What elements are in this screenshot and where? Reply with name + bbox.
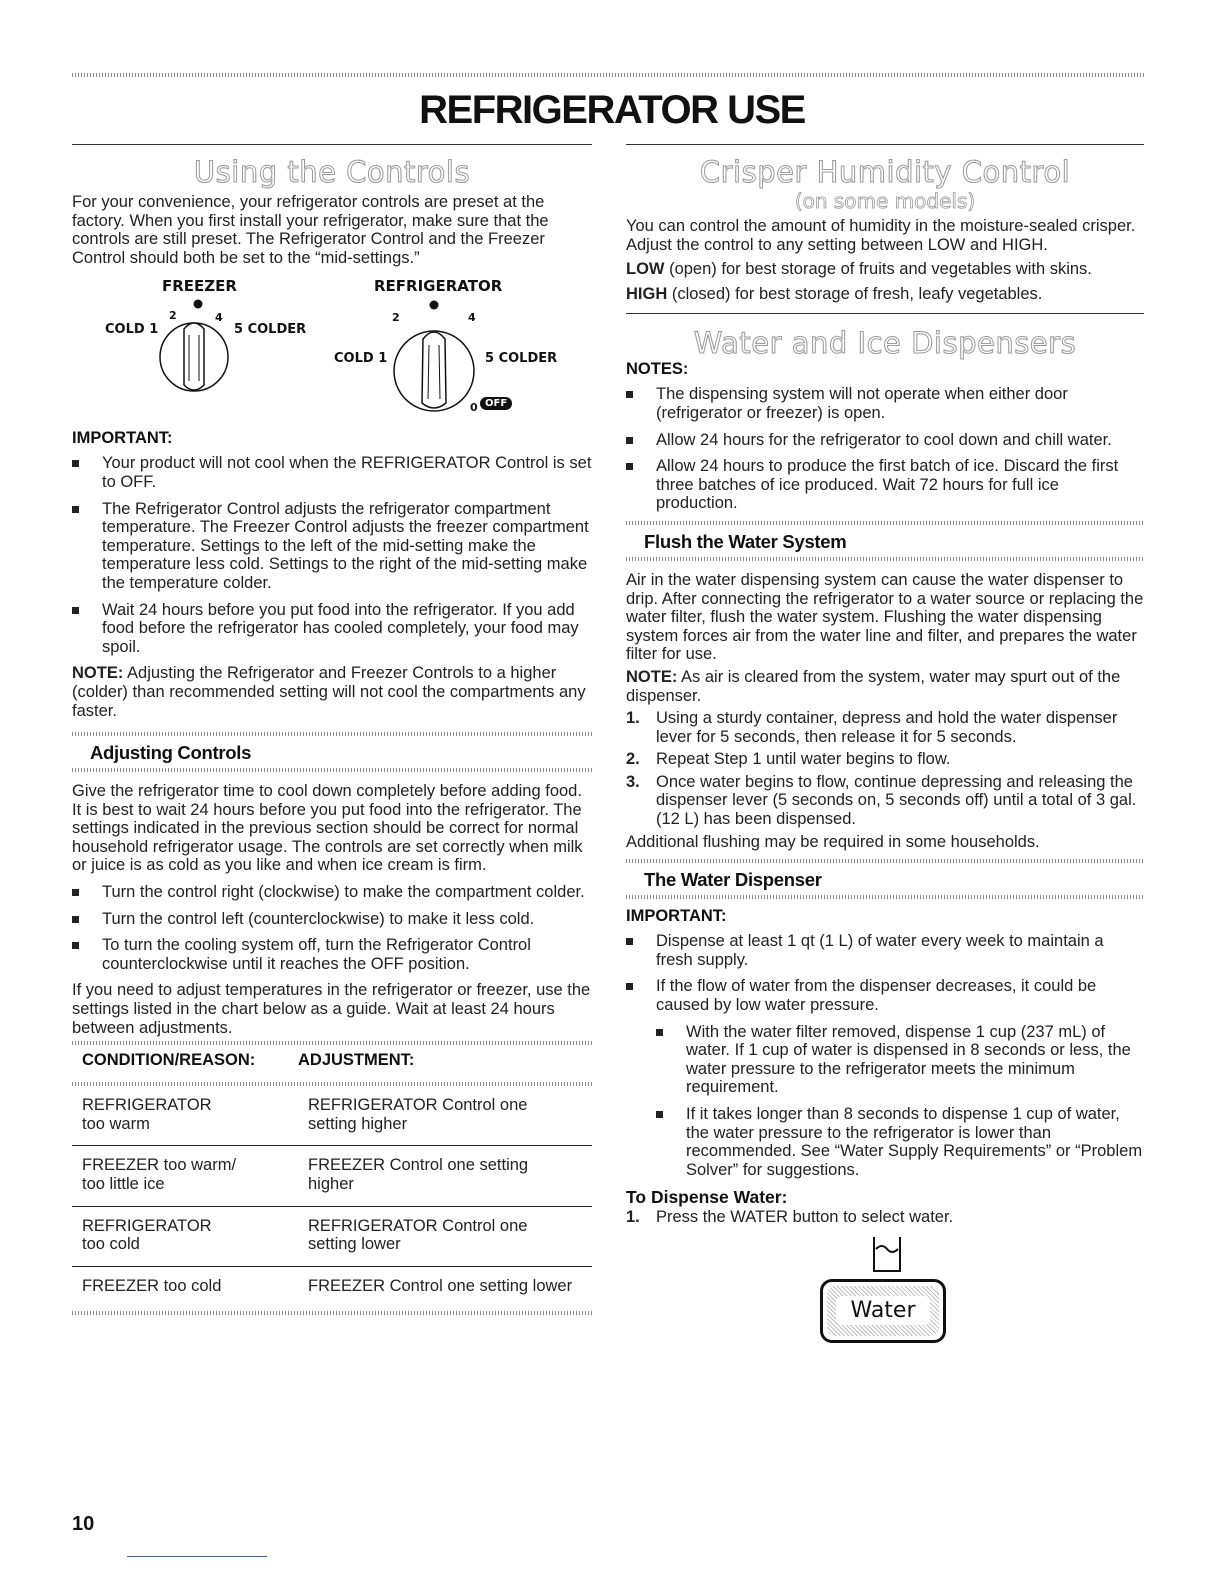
list-item: If the flow of water from the dispenser decreases, it could be caused by low water pressure. [626, 977, 1144, 1014]
refrigerator-setting-2: 2 [392, 311, 400, 325]
flush-steps [626, 709, 1144, 829]
refrigerator-setting-0: 0 [470, 401, 478, 415]
flush-intro: Air in the water dispensing system can cause the water dispenser to drip. After connecting the refrigerator to a water source or replacing the water filter, flush the water system. Flushing the water dispensing system forces air from the water line and filter, and prepares the water filter for use. [626, 570, 1144, 664]
list-item: 1. Press the WATER button to select water. [626, 1208, 954, 1227]
list-item: 2. Repeat Step 1 until water begins to flow. [626, 750, 951, 769]
table-row: FREEZER too cold FREEZER Control one setting lower [82, 1276, 573, 1295]
footer-line [127, 1556, 267, 1557]
left-column [72, 144, 592, 1315]
to-dispense-label: To Dispense Water: [626, 1187, 788, 1208]
water-dispenser-heading: The Water Dispenser [644, 869, 822, 891]
freezer-setting-4: 4 [215, 311, 223, 325]
control-dials-diagram [72, 277, 592, 427]
water-button[interactable] [820, 1279, 946, 1343]
subsection-band [626, 557, 1144, 561]
flush-heading: Flush the Water System [644, 530, 847, 552]
water-nested-list [656, 1023, 1144, 1180]
crisper-subheading: (on some models) [794, 189, 976, 213]
refrigerator-colder-label: 5 COLDER [485, 351, 558, 367]
adjusting-outro: If you need to adjust temperatures in the refrigerator or freezer, use the settings listed in the chart below as a guide. Wait at least 24 hours between adjustments. [72, 981, 591, 1037]
water-glass-icon [870, 1235, 904, 1275]
freezer-setting-2: 2 [169, 309, 177, 323]
crisper-low: LOW (open) for best storage of fruits and vegetables with skins. [626, 260, 1092, 279]
refrigerator-setting-4: 4 [468, 311, 476, 325]
table-header-adjustment: ADJUSTMENT: [298, 1051, 415, 1070]
list-item: Allow 24 hours to produce the first batch of ice. Discard the first three batches of ice produced. Wait 72 hours for full ice production. [626, 457, 1144, 513]
subsection-band [626, 895, 1144, 899]
notes-label: NOTES: [626, 360, 689, 379]
freezer-dial-icon [142, 299, 252, 419]
using-controls-heading: Using the Controls [193, 155, 471, 189]
list-item: Turn the control left (counterclockwise) to make it less cold. [72, 910, 592, 929]
important-label: IMPORTANT: [72, 429, 173, 448]
list-item: 3. Once water begins to flow, continue depressing and releasing the dispenser lever (5 seconds on, 5 seconds off) until a total of 3 gal. (12 L) has been dispensed. [626, 772, 1137, 829]
flush-note: NOTE: As air is cleared from the system, water may spurt out of the dispenser. [626, 667, 1121, 705]
water-button-label: Water [836, 1296, 929, 1325]
water-important-label: IMPORTANT: [626, 907, 727, 926]
table-row: FREEZER too warm/ too little ice FREEZER Control one setting higher [72, 1146, 592, 1206]
dispense-steps [626, 1208, 1144, 1227]
right-column [626, 144, 1144, 1361]
section-rule [72, 144, 592, 145]
section-rule [626, 144, 1144, 145]
crisper-heading: Crisper Humidity Control [699, 155, 1071, 189]
list-item: 1. Using a sturdy container, depress and hold the water dispenser lever for 5 seconds, then release it for 5 seconds. [626, 709, 1118, 746]
list-item: If it takes longer than 8 seconds to dispense 1 cup of water, the water pressure to the refrigerator is lower than recommended. See “Water Supply Requirements” or “Problem Solver” for suggestions. [656, 1105, 1144, 1179]
page-number: 10 [72, 1513, 95, 1535]
using-controls-intro: For your convenience, your refrigerator controls are preset at the factory. When you first install your refrigerator, make sure that the controls are still preset. The Refrigerator Control and the Freezer Control should both be set to the “mid-settings.” [72, 193, 549, 267]
adjustment-table [72, 1045, 592, 1307]
list-item: Turn the control right (clockwise) to make the compartment colder. [72, 883, 592, 902]
list-item: The dispensing system will not operate when either door (refrigerator or freezer) is open. [626, 385, 1144, 422]
refrigerator-cold-label: COLD 1 [334, 351, 388, 367]
crisper-high: HIGH (closed) for best storage of fresh, leafy vegetables. [626, 284, 1043, 303]
freezer-cold-label: COLD 1 [105, 322, 159, 338]
water-button-figure [626, 1231, 1144, 1361]
list-item: Allow 24 hours for the refrigerator to cool down and chill water. [626, 431, 1144, 450]
subsection-band [72, 768, 592, 772]
table-row: REFRIGERATOR too warm REFRIGERATOR Control one setting higher [72, 1086, 592, 1146]
crisper-intro: You can control the amount of humidity in the moisture-sealed crisper. Adjust the control to any setting between LOW and HIGH. [626, 217, 1136, 254]
freezer-colder-label: 5 COLDER [234, 322, 307, 338]
list-item: With the water filter removed, dispense 1 cup (237 mL) of water. If 1 cup of water is dispensed in 8 seconds or less, the water pressure to the refrigerator meets the minimum requirement. [656, 1023, 1144, 1097]
refrigerator-dial-label: REFRIGERATOR [374, 277, 503, 296]
list-item: Your product will not cool when the REFRIGERATOR Control is set to OFF. [72, 454, 592, 491]
section-rule [626, 313, 1144, 314]
list-item: Dispense at least 1 qt (1 L) of water every week to maintain a fresh supply. [626, 932, 1144, 969]
adjusting-list [72, 883, 592, 973]
flush-outro: Additional flushing may be required in some households. [626, 832, 1040, 851]
important-list [72, 454, 592, 656]
dispensers-heading: Water and Ice Dispensers [693, 326, 1077, 361]
freezer-dial-label: FREEZER [162, 277, 237, 296]
off-badge: OFF [480, 397, 512, 410]
top-hatch-band [72, 73, 1144, 77]
adjusting-intro: Give the refrigerator time to cool down completely before adding food. It is best to wait 24 hours before you put food into the refrigerator. The settings indicated in the previous section should be correct for normal household refrigerator usage. The controls are set correctly when milk or juice is as cold as you like and when ice cream is firm. [72, 782, 583, 875]
list-item: To turn the cooling system off, turn the Refrigerator Control counterclockwise until it reaches the OFF position. [72, 936, 592, 973]
water-important-list [626, 932, 1144, 1014]
adjusting-controls-heading: Adjusting Controls [90, 742, 252, 764]
controls-note: NOTE: Adjusting the Refrigerator and Freezer Controls to a higher (colder) than recommended setting will not cool the compartments any faster. [72, 664, 586, 720]
list-item: Wait 24 hours before you put food into the refrigerator. If you add food before the refrigerator has cooled completely, your food may spoil. [72, 601, 592, 657]
table-row: REFRIGERATOR too cold REFRIGERATOR Control one setting lower [72, 1206, 592, 1266]
page-title: REFRIGERATOR USE [419, 88, 805, 132]
table-header-condition: CONDITION/REASON: [82, 1051, 256, 1070]
list-item: The Refrigerator Control adjusts the refrigerator compartment temperature. The Freezer Control adjusts the freezer compartment temperature. Settings to the left of the mid-setting make the temperature less cold. Settings to the right of the mid-setting make the temperature colder. [72, 500, 592, 593]
dispenser-notes-list [626, 385, 1144, 513]
table-bottom-band [72, 1311, 592, 1315]
